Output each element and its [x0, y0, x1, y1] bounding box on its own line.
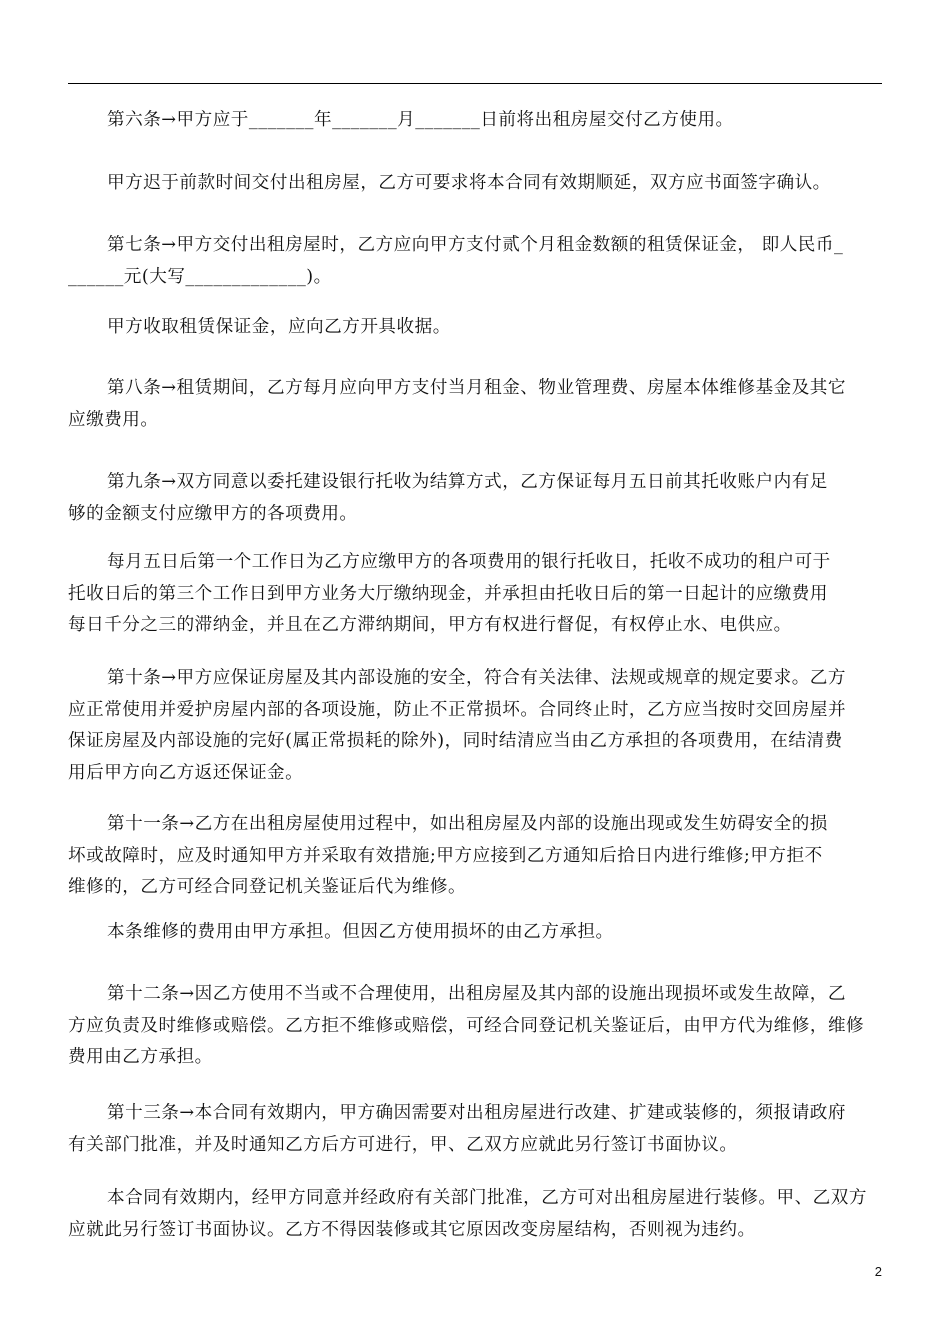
paragraph-line: 应缴费用。 — [68, 409, 159, 430]
paragraph-line: 应正常使用并爱护房屋内部的各项设施，防止不正常损坏。合同终止时，乙方应当按时交回房屋并 — [68, 699, 847, 720]
paragraph-line: 第十条→甲方应保证房屋及其内部设施的安全，符合有关法律、法规或规章的规定要求。乙方 — [107, 668, 846, 688]
paragraph-line: 甲方迟于前款时间交付出租房屋，乙方可要求将本合同有效期顺延，双方应书面签字确认。 — [107, 173, 831, 193]
paragraph-line: 本合同有效期内，经甲方同意并经政府有关部门批准，乙方可对出租房屋进行装修。甲、乙双方 — [107, 1188, 867, 1208]
paragraph-line: 费用由乙方承担。 — [68, 1047, 213, 1067]
paragraph-line: 每月五日后第一个工作日为乙方应缴甲方的各项费用的银行托收日，托收不成功的租户可于 — [107, 552, 831, 572]
paragraph-line: 第十二条→因乙方使用不当或不合理使用，出租房屋及其内部的设施出现损坏或发生故障，乙 — [107, 984, 846, 1004]
paragraph-line: 第八条→租赁期间，乙方每月应向甲方支付当月租金、物业管理费、房屋本体维修基金及其它 — [107, 378, 846, 398]
paragraph-line: 每日千分之三的滞纳金，并且在乙方滞纳期间，甲方有权进行督促，有权停止水、电供应。 — [68, 615, 792, 635]
paragraph — [68, 979, 882, 1074]
paragraph — [68, 1183, 882, 1246]
paragraph — [68, 663, 882, 789]
paragraph — [68, 547, 882, 642]
paragraph — [68, 312, 882, 344]
paragraph-line: 甲方收取租赁保证金，应向乙方开具收据。 — [107, 317, 451, 337]
paragraph — [68, 373, 882, 436]
paragraph-line: 有关部门批准，并及时通知乙方后方可进行，甲、乙双方应就此另行签订书面协议。 — [68, 1134, 738, 1155]
paragraph-line: 用后甲方向乙方返还保证金。 — [68, 762, 304, 783]
paragraph-line: 坏或故障时，应及时通知甲方并采取有效措施;甲方应接到乙方通知后拾日内进行维修;甲方拒不 — [68, 845, 823, 866]
paragraph-line: 第九条→双方同意以委托建设银行托收为结算方式，乙方保证每月五日前其托收账户内有足 — [107, 472, 828, 492]
paragraph-line: 第十三条→本合同有效期内，甲方确因需要对出租房屋进行改建、扩建或装修的，须报请政府 — [107, 1103, 846, 1123]
paragraph — [68, 1098, 882, 1161]
paragraph-line: ______元(大写_____________)。 — [68, 266, 332, 287]
paragraph — [68, 105, 882, 137]
paragraph-line: 第十一条→乙方在出租房屋使用过程中，如出租房屋及内部的设施出现或发生妨碍安全的损 — [107, 814, 828, 834]
paragraph — [68, 467, 882, 530]
paragraph-line: 应就此另行签订书面协议。乙方不得因装修或其它原因改变房屋结构，否则视为违约。 — [68, 1219, 756, 1240]
paragraph-line: 方应负责及时维修或赔偿。乙方拒不维修或赔偿，可经合同登记机关鉴证后，由甲方代为维修，维修 — [68, 1015, 865, 1036]
header-rule — [68, 83, 882, 84]
paragraph-line: 保证房屋及内部设施的完好(属正常损耗的除外)，同时结清应当由乙方承担的各项费用，在结清费 — [68, 731, 843, 751]
paragraph-line: 托收日后的第三个工作日到甲方业务大厅缴纳现金，并承担由托收日后的第一日起计的应缴费用 — [68, 583, 828, 604]
page-number: 2 — [874, 1264, 882, 1279]
paragraph — [68, 917, 882, 949]
paragraph — [68, 230, 882, 293]
paragraph-line: 本条维修的费用由甲方承担。但因乙方使用损坏的由乙方承担。 — [107, 922, 614, 942]
paragraph-line: 维修的，乙方可经合同登记机关鉴证后代为维修。 — [68, 877, 467, 897]
paragraph-line: 第七条→甲方交付出租房屋时，乙方应向甲方支付贰个月租金数额的租赁保证金， 即人民币_ — [107, 235, 844, 255]
paragraph-line: 第六条→甲方应于_______年_______月_______日前将出租房屋交付乙方使用。 — [107, 110, 734, 130]
paragraph — [68, 809, 882, 904]
paragraph-line: 够的金额支付应缴甲方的各项费用。 — [68, 503, 358, 524]
paragraph — [68, 168, 882, 200]
